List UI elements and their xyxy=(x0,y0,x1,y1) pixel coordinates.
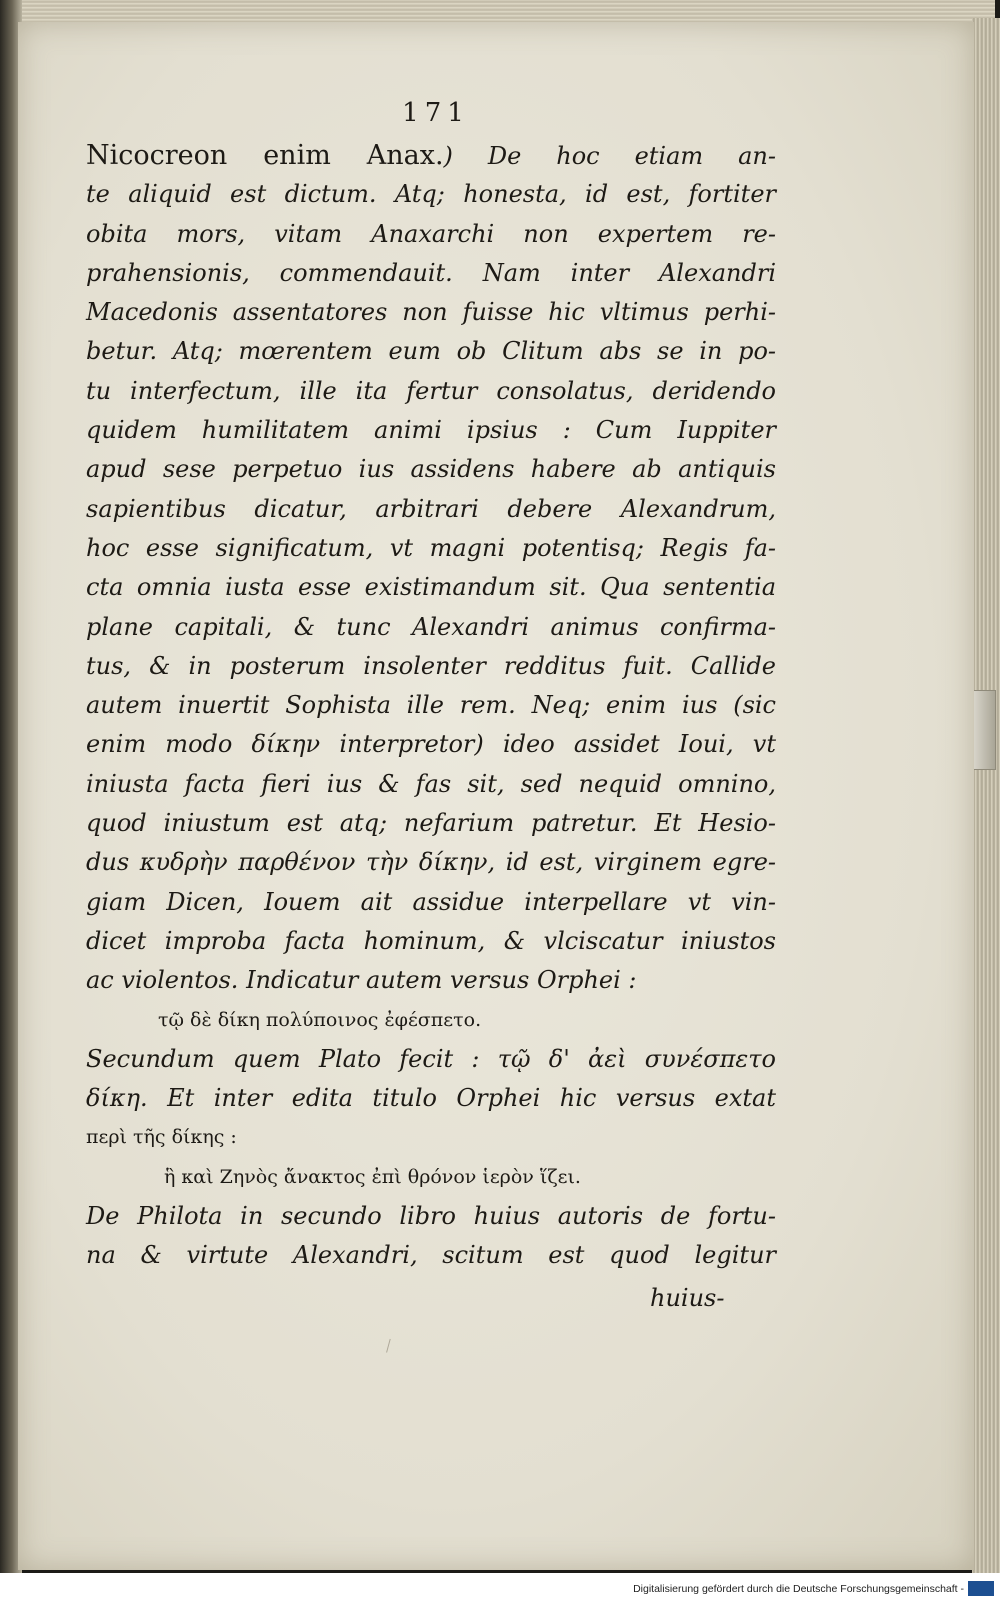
dfg-logo xyxy=(968,1581,994,1596)
text-line: plane capitali, & tunc Alexandri animus confirma- xyxy=(86,612,776,641)
text-line: apud sese perpetuo ius assidens habere ab antiquis xyxy=(86,455,776,484)
text-line: tus, & in posterum insolenter redditus fuit. Callide xyxy=(86,651,776,680)
text-line: giam Dicen, Iouem ait assidue interpellare vt vin- xyxy=(86,887,776,916)
text-line: na & virtute Alexandri, scitum est quod legitur xyxy=(86,1241,776,1270)
text-line: autem inuertit Sophista ille rem. Neq; enim ius (sic xyxy=(86,691,776,720)
text-line: dus κυδρὴν παρθένον τὴν δίκην, id est, virginem egre- xyxy=(86,848,776,877)
text-line: Nicocreon enim Anax.) De hoc etiam an- xyxy=(86,140,777,171)
text-line: betur. Atq; mœrentem eum ob Clitum abs se in po- xyxy=(86,337,776,366)
text-line: quod iniustum est atq; nefarium patretur. Et Hesio- xyxy=(86,809,776,838)
text-line: te aliquid est dictum. Atq; honesta, id est, fortiter xyxy=(86,180,776,209)
text-line: ac violentos. Indicatur autem versus Orphei : xyxy=(86,966,637,995)
text-line: δίκη. Et inter edita titulo Orphei hic versus extat xyxy=(86,1084,776,1113)
text-line: sapientibus dicatur, arbitrari debere Alexandrum, xyxy=(86,494,776,523)
page-text xyxy=(86,136,776,1276)
text-line: prahensionis, commendauit. Nam inter Alexandri xyxy=(86,258,776,287)
greek-verse-line: τῷ δὲ δίκη πολύποινος ἐφέσπετο. xyxy=(158,1008,482,1031)
text-line: tu interfectum, ille ita fertur consolatus, deridendo xyxy=(86,376,776,405)
text-line: hoc esse significatum, vt magni potentisq; Regis fa- xyxy=(86,533,776,562)
text-line: iniusta facta fieri ius & fas sit, sed nequid omnino, xyxy=(86,769,776,798)
text-line: enim modo δίκην interpretor) ideo assidet Ioui, vt xyxy=(86,730,776,759)
digitization-credit: Digitalisierung gefördert durch die Deutsche Forschungsgemeinschaft - xyxy=(633,1583,964,1595)
text-line: cta omnia iusta esse existimandum sit. Qua sententia xyxy=(86,573,776,602)
page-number: 171 xyxy=(402,98,470,128)
greek-verse-line: ἣ καὶ Ζηνὸς ἄνακτος ἐπὶ θρόνον ἱερὸν ἵζει. xyxy=(164,1165,581,1188)
catchword: huius- xyxy=(650,1284,725,1312)
text-line: Secundum quem Plato fecit : τῷ δ' ἀεὶ συνέσπετο xyxy=(86,1044,776,1073)
text-line: quidem humilitatem animi ipsius : Cum Iuppiter xyxy=(86,416,776,445)
text-line: De Philota in secundo libro huius autoris de fortu- xyxy=(86,1202,776,1231)
book-right-edges xyxy=(972,18,1000,1573)
text-line: obita mors, vitam Anaxarchi non expertem re- xyxy=(86,219,776,248)
text-line: dicet improba facta hominum, & vlciscatur iniustos xyxy=(86,926,776,955)
text-line: Macedonis assentatores non fuisse hic vltimus perhi- xyxy=(86,298,776,327)
greek-text-line: περὶ τῆς δίκης : xyxy=(86,1126,237,1149)
